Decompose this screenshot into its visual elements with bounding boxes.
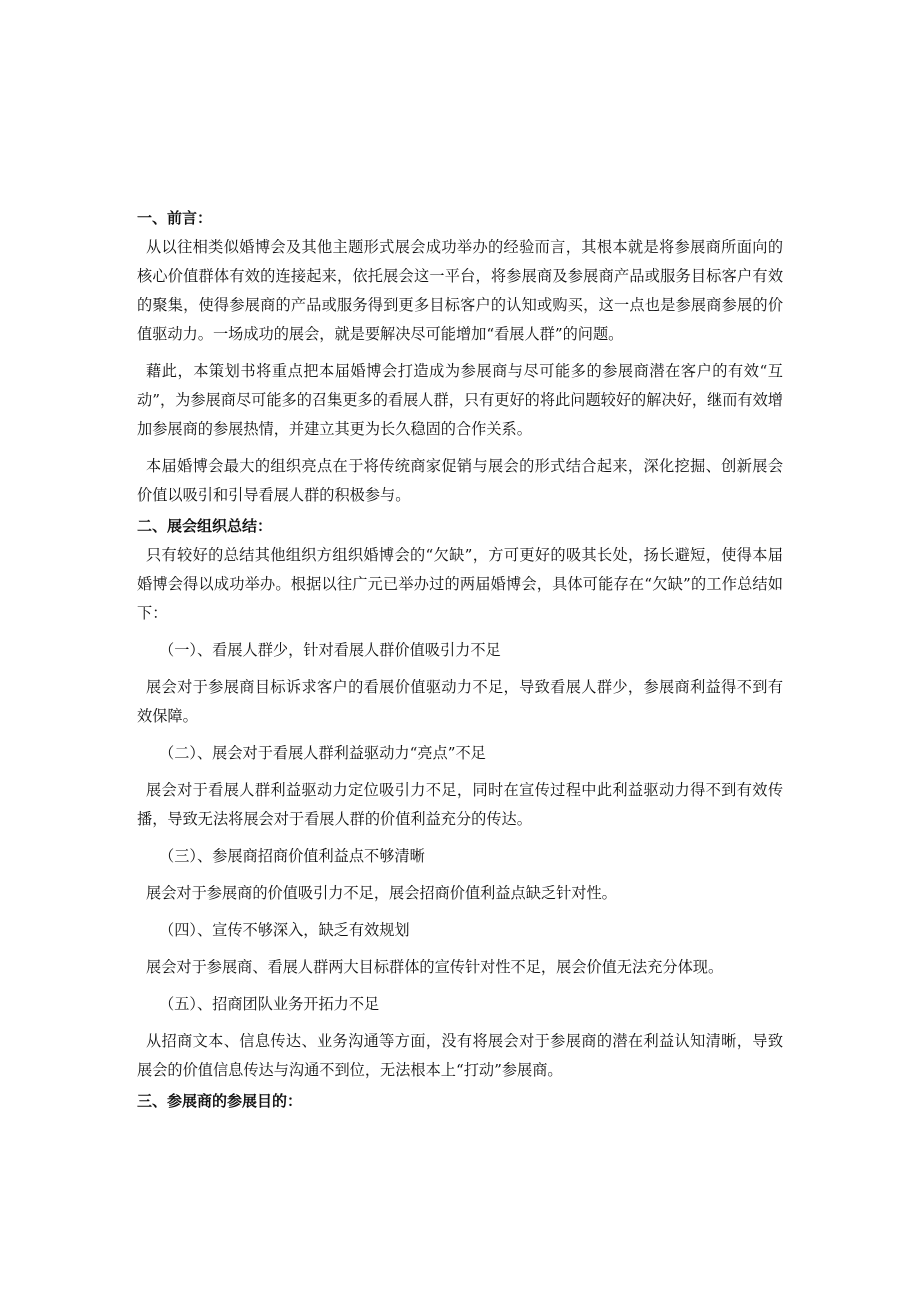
preface-paragraph-3: 本届婚博会最大的组织亮点在于将传统商家促销与展会的形式结合起来，深化挖掘、创新展会价值以吸引和引导看展人群的积极参与。 bbox=[137, 457, 783, 504]
summary-item-body: 展会对于参展商目标诉求客户的看展价值驱动力不足，导致看展人群少，参展商利益得不到有效保障。 bbox=[137, 678, 783, 725]
summary-item-title: （一）、看展人群少，针对看展人群价值吸引力不足 bbox=[159, 641, 501, 659]
summary-item-body: 展会对于参展商、看展人群两大目标群体的宣传针对性不足，展会价值无法充分体现。 bbox=[146, 958, 724, 976]
summary-item-title: （四）、宣传不够深入，缺乏有效规划 bbox=[159, 921, 410, 939]
summary-item-body: 从招商文本、信息传达、业务沟通等方面，没有将展会对于参展商的潜在利益认知清晰，导致展会的价值信息传达与沟通不到位，无法根本上“打动”参展商。 bbox=[137, 1032, 783, 1079]
summary-item-title: （五）、招商团队业务开拓力不足 bbox=[159, 995, 380, 1013]
summary-item-body: 展会对于参展商的价值吸引力不足，展会招商价值利益点缺乏针对性。 bbox=[146, 884, 617, 902]
summary-intro: 只有较好的总结其他组织方组织婚博会的“欠缺”，方可更好的吸其长处，扬长避短，使得本届婚博会得以成功举办。根据以往广元已举办过的两届婚博会，具体可能存在“欠缺”的工作总结如下： bbox=[137, 546, 783, 622]
preface-paragraph-1: 从以往相类似婚博会及其他主题形式展会成功举办的经验而言，其根本就是将参展商所面向的核心价值群体有效的连接起来，依托展会这一平台，将参展商及参展商产品或服务目标客户有效的聚集，使得参展商的产品或服务得到更多目标客户的认知或购买，这一点也是参展商参展的价值驱动力。一场成功的展会，就是要解决尽可能增加“看展人群”的问题。 bbox=[137, 238, 783, 343]
section-heading-preface: 一、前言： bbox=[137, 209, 213, 227]
section-heading-summary: 二、展会组织总结： bbox=[137, 517, 273, 535]
section-heading-purpose: 三、参展商的参展目的： bbox=[137, 1092, 303, 1110]
document-page bbox=[137, 204, 783, 1116]
summary-item-title: （二）、展会对于看展人群利益驱动力“亮点”不足 bbox=[159, 744, 486, 762]
summary-item-title: （三）、参展商招商价值利益点不够清晰 bbox=[159, 847, 425, 865]
preface-paragraph-2: 藉此，本策划书将重点把本届婚博会打造成为参展商与尽可能多的参展商潜在客户的有效“互动”，为参展商尽可能多的召集更多的看展人群，只有更好的将此问题较好的解决好，继而有效增加参展商的参展热情，并建立其更为长久稳固的合作关系。 bbox=[137, 362, 783, 438]
summary-item-body: 展会对于看展人群利益驱动力定位吸引力不足，同时在宣传过程中此利益驱动力得不到有效传播，导致无法将展会对于看展人群的价值利益充分的传达。 bbox=[137, 781, 783, 828]
